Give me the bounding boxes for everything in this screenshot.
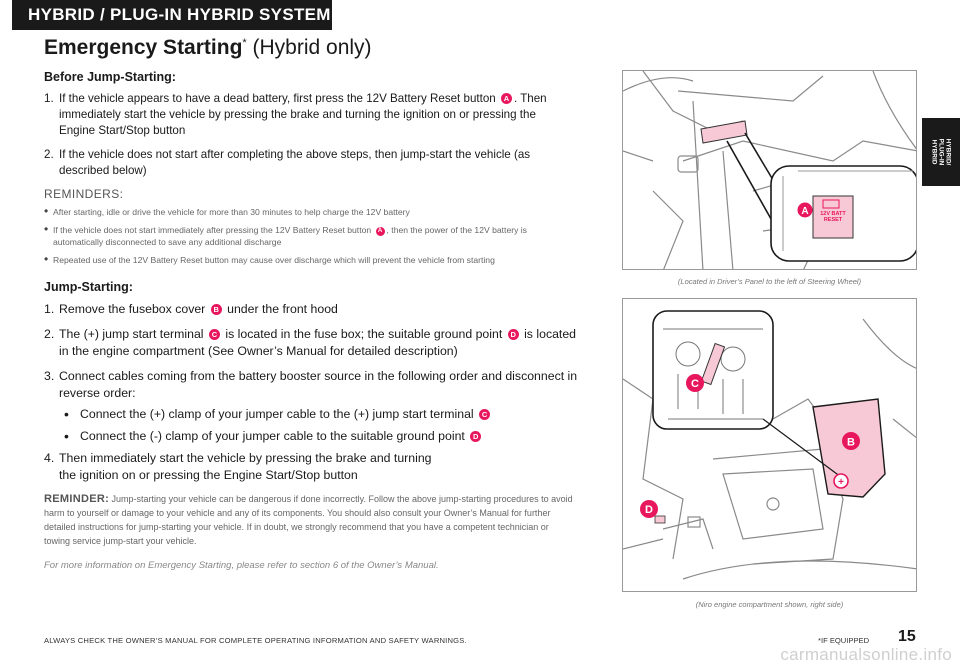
title-sub: (Hybrid only) [246,36,372,59]
jump-step-2 [44,326,589,360]
jump-heading: Jump-Starting: [44,280,133,294]
before-step-1 [44,91,589,139]
button-text-line: RESET [823,217,843,223]
side-tab[interactable] [922,118,960,186]
warning-reminder [44,492,574,548]
step-number: 4. [44,451,55,465]
page-title [44,36,372,60]
plus-label: + [838,477,844,488]
jump-step-3 [44,368,589,402]
title-asterisk: * [242,37,247,49]
reminders-heading: REMINDERS: [44,187,124,201]
before-heading: Before Jump-Starting: [44,70,176,84]
warning-text: Jump-starting your vehicle can be dangerous if done incorrectly. Follow the above jump-starting procedures to avoid harm to yourself or damage to your vehicle and any of its components. You should also consult your Owner’s Manual for further detailed instructions for jump-starting your vehicle. If in doubt, we strongly recommend that you have a competent technician or towing service jump-start your vehicle. [44,494,573,546]
callout-badge-d: D [470,431,481,442]
watermark: carmanualsonline.info [780,645,952,664]
jump-bullet-1 [64,406,589,423]
more-info-note: For more information on Emergency Starting, please refer to section 6 of the Owner’s Manual. [44,560,439,571]
step-text: is located in the engine compartment (See Owner’s Manual for detailed description) [59,327,577,358]
bullet-text: Connect the (+) clamp of your jumper cable to the (+) jump start terminal [80,407,478,421]
callout-label-b: B [847,436,855,449]
jump-step-4 [44,450,589,484]
driver-panel-illustration [623,71,917,270]
side-tab-label: HYBRID/ PLUG-IN HYBRID [930,138,952,166]
ground-point-icon [655,516,665,523]
step-number: 1. [44,302,55,316]
step-text: . Then immediately start the vehicle by pressing the brake and turning the ignition on or pressing the Engine Start/Stop button [59,92,547,137]
button-text-line: 12V BATT [820,211,846,217]
step-number: 3. [44,369,55,383]
step-text: If the vehicle appears to have a dead battery, first press the 12V Battery Reset button [59,92,499,105]
figure-engine-compartment [622,298,917,592]
step-text: If the vehicle does not start after completing the above steps, then jump-start the vehicle (as described below) [59,148,531,177]
callout-label-d: D [645,504,653,516]
reminder-text: After starting, idle or drive the vehicle for more than 30 minutes to help charge the 12V battery [53,207,410,217]
bullet-icon: • [44,252,49,266]
callout-badge-c: C [479,409,490,420]
before-step-2 [44,147,589,179]
step-text: Connect cables coming from the battery booster source in the following order and disconnect in reverse order: [59,369,578,400]
content-column [44,70,589,571]
callout-badge-d: D [508,329,519,340]
step-number: 2. [44,148,54,161]
page-number: 15 [898,628,916,645]
figure-driver-panel [622,70,917,270]
step-text: The (+) jump start terminal [59,327,207,341]
callout-badge-a: A [501,93,512,104]
reminder-text: Repeated use of the 12V Battery Reset button may cause over discharge which will prevent the vehicle from starting [53,255,495,265]
bullet-icon: • [64,428,69,444]
reminder-item [44,206,589,218]
if-equipped-note: *IF EQUIPPED [818,636,870,645]
step-text: is located in the fuse box; the suitable ground point [221,327,506,341]
title-main: Emergency Starting [44,36,243,59]
footer-warning: ALWAYS CHECK THE OWNER’S MANUAL FOR COMPLETE OPERATING INFORMATION AND SAFETY WARNINGS. [44,636,467,645]
bullet-text: Connect the (-) clamp of your jumper cable to the suitable ground point [80,429,469,443]
step-text: Then immediately start the vehicle by pressing the brake and turning the ignition on or pressing the Engine Start/Stop button [59,451,432,482]
step-number: 2. [44,327,55,341]
callout-badge-c: C [209,329,220,340]
reminder-item [44,224,589,248]
reminder-item [44,254,589,266]
warning-label: REMINDER: [44,493,110,505]
section-banner: HYBRID / PLUG-IN HYBRID SYSTEM [12,0,332,30]
reminder-text: If the vehicle does not start immediately after pressing the 12V Battery Reset button [53,225,374,235]
bullet-icon: • [44,222,49,236]
figure1-caption: (Located in Driver’s Panel to the left of Steering Wheel) [677,277,862,286]
callout-label-a: A [801,206,809,217]
bullet-icon: • [64,406,69,422]
jump-step-1 [44,301,589,318]
callout-label-c: C [691,378,699,390]
callout-badge-a: A [376,227,385,236]
step-text: Remove the fusebox cover [59,302,209,316]
engine-compartment-illustration [623,299,917,592]
battery-reset-button-location [701,121,747,143]
figure2-caption: (Niro engine compartment shown, right side) [695,600,844,609]
callout-badge-b: B [211,304,222,315]
jump-bullet-2 [64,428,589,445]
step-text: under the front hood [223,302,338,316]
bullet-icon: • [44,204,49,218]
reminder-text: , then the power of the 12V battery is automatically disconnected to save any additional discharge [53,225,527,247]
step-number: 1. [44,92,54,105]
